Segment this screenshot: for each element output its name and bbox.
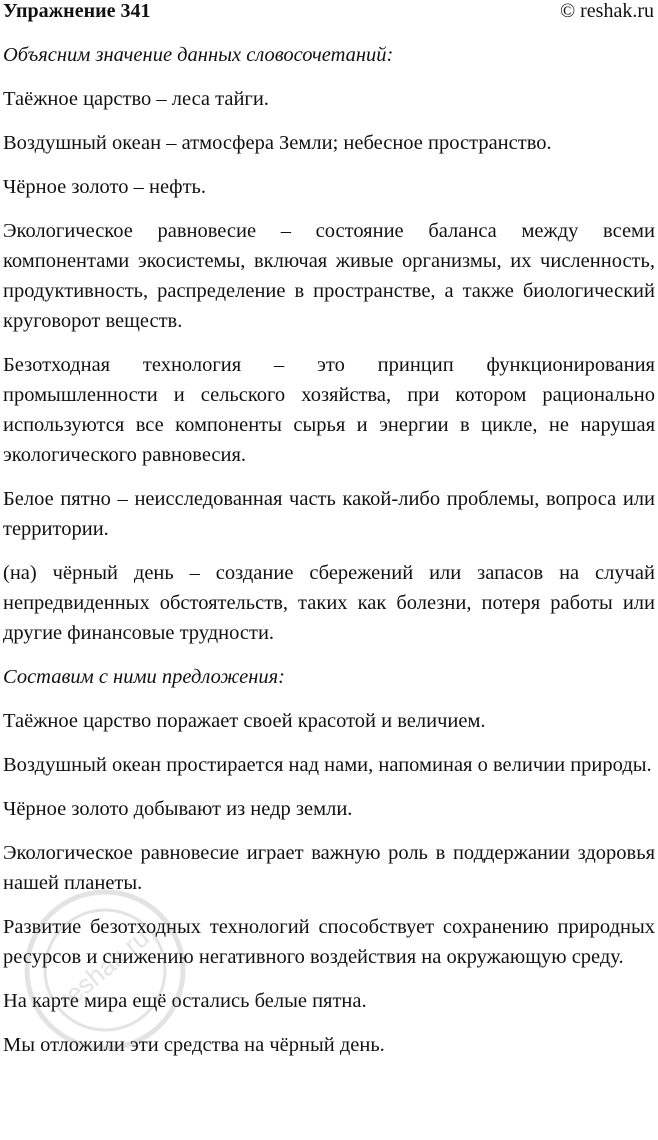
watermark-text: reshak.ru [52, 922, 155, 1015]
section-heading-definitions: Объясним значение данных словосочетаний: [3, 44, 394, 66]
definition-item: (на) чёрный день – создание сбережений или запасов на случай непредвиденных обстоятельств, таких как болезни, потеря работы или другие финансовые трудности. [3, 562, 655, 644]
definition-item: Безотходная технология – это принцип функционирования промышленности и сельского хозяйства, при котором рационально используются все компоненты сырья и энергии в цикле, не нарушая экологического равновесия. [3, 354, 655, 466]
definition-item: Чёрное золото – нефть. [3, 176, 207, 198]
definition-item: Экологическое равновесие – состояние баланса между всеми компонентами экосистемы, включая живые организмы, их численность, продуктивность, распределение в пространстве, а также биологический круговорот веществ. [3, 220, 655, 332]
sentence-item: Таёжное царство поражает своей красотой и величием. [3, 710, 486, 732]
sentence-item: Экологическое равновесие играет важную роль в поддержании здоровья нашей планеты. [3, 842, 655, 894]
sentence-item: Чёрное золото добывают из недр земли. [3, 798, 353, 820]
sentence-item: Мы отложили эти средства на чёрный день. [3, 1034, 385, 1056]
sentence-item: Воздушный океан простирается над нами, напоминая о величии природы. [3, 754, 652, 776]
definition-item: Белое пятно – неисследованная часть какой-либо проблемы, вопроса или территории. [3, 488, 655, 540]
section-heading-sentences: Составим с ними предложения: [3, 666, 285, 688]
page-header [3, 0, 654, 22]
site-credit[interactable]: © reshak.ru [559, 0, 654, 22]
exercise-title: Упражнение 341 [3, 0, 151, 22]
sentence-item: На карте мира ещё остались белые пятна. [3, 990, 367, 1012]
definition-item: Воздушный океан – атмосфера Земли; небесное пространство. [3, 132, 552, 154]
definition-item: Таёжное царство – леса тайги. [3, 88, 269, 110]
sentence-item: Развитие безотходных технологий способствует сохранению природных ресурсов и снижению негативного воздействия на окружающую среду. [3, 916, 655, 968]
document-body [3, 40, 655, 1074]
